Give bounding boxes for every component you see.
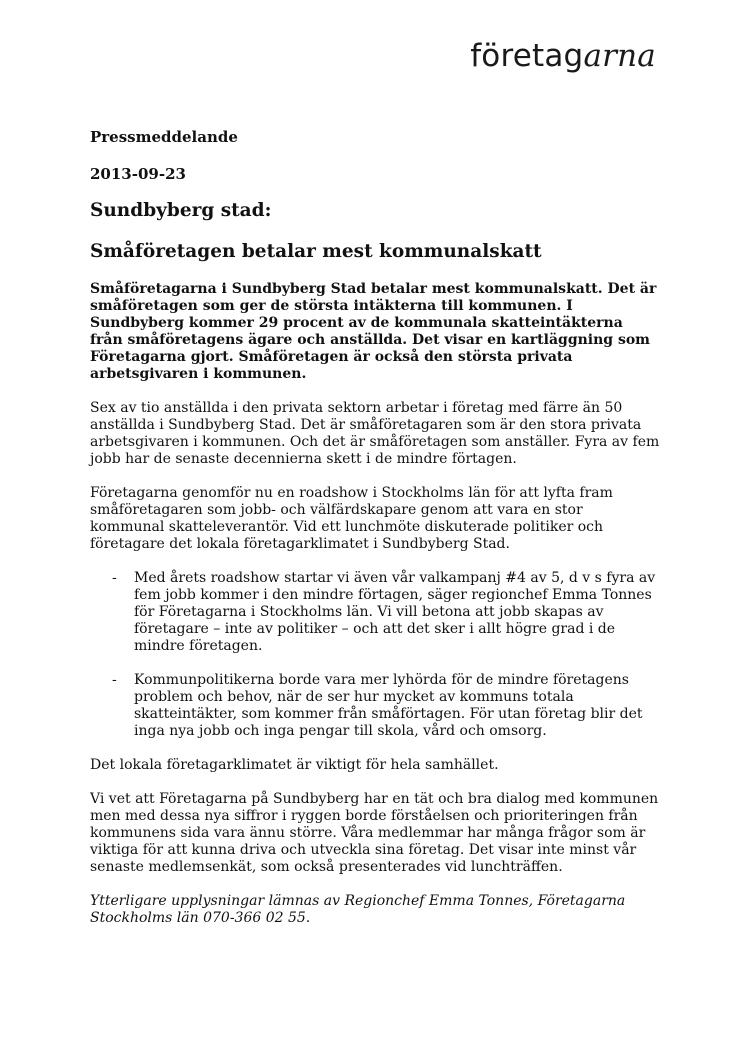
foretagarna-logo (470, 38, 656, 74)
body-paragraph-3: Det lokala företagarklimatet är viktigt för hela samhället. (90, 757, 499, 773)
lead-paragraph: Småföretagarna i Sundbyberg Stad betalar mest kommunalskatt. Det är småföretagen som ger de största intäkterna till kommunen. I Sundbyberg kommer 29 procent av de kommunala skatteintäkterna från småföretagens ägare och anställda. Det visar en kartläggning som Företagarna gjort. Småföretagen är också den största privata arbetsgivaren i kommunen. (90, 281, 657, 382)
list-dash: - (112, 570, 117, 586)
list-dash: - (112, 672, 117, 688)
page-subtitle: Småföretagen betalar mest kommunalskatt (90, 241, 542, 262)
page-title: Sundbyberg stad: (90, 200, 272, 221)
quote-list (90, 570, 660, 740)
list-item (90, 570, 660, 655)
list-item-text: Med årets roadshow startar vi även vår valkampanj #4 av 5, d v s fyra av fem jobb kommer i den mindre förtagen, säger regionchef Emma Tonnes för Företagarna i Stockholms län. Vi vill betona att jobb skapas av företagare – inte av politiker – och att det sker i allt högre grad i de mindre företagen. (134, 570, 656, 654)
body-paragraph-1: Sex av tio anställda i den privata sektorn arbetar i företag med färre än 50 anställda i Sundbyberg Stad. Det är småföretagaren som är den stora privata arbetsgivaren i kommunen. Och det är småföretagen som anställer. Fyra av fem jobb har de senaste decennierna skett i de mindre förtagen. (90, 400, 660, 467)
list-item (90, 672, 660, 740)
press-release-content (90, 127, 660, 927)
body-paragraph-4: Vi vet att Företagarna på Sundbyberg har en tät och bra dialog med kommunen men med dessa nya siffror i ryggen borde förståelsen och prioriteringen från kommunens sida vara ännu större. Våra medlemmar har många frågor som är viktiga för att kunna driva och utveckla sina företag. Det visar inte minst vår senaste medlemsenkät, som också presenterades vid lunchträffen. (90, 791, 659, 875)
logo-text-part1: företag (470, 38, 584, 74)
body-paragraph-2: Företagarna genomför nu en roadshow i Stockholms län för att lyfta fram småföretagaren som jobb- och välfärdskapare genom att vara en stor kommunal skatteleverantör. Vid ett lunchmöte diskuterade politiker och företagare det lokala företagarklimatet i Sundbyberg Stad. (90, 485, 613, 552)
document-type-label: Pressmeddelande (90, 128, 238, 146)
contact-info: Ytterligare upplysningar lämnas av Regionchef Emma Tonnes, Företagarna Stockholms län 070-366 02 55. (90, 893, 626, 926)
list-item-text: Kommunpolitikerna borde vara mer lyhörda för de mindre företagens problem och behov, när de ser hur mycket av kommuns totala skatteintäkter, som kommer från småförtagen. För utan företag blir det inga nya jobb och inga pengar till skola, vård och omsorg. (134, 672, 643, 739)
logo-text-part2: arna (583, 38, 656, 74)
release-date: 2013-09-23 (90, 165, 186, 183)
